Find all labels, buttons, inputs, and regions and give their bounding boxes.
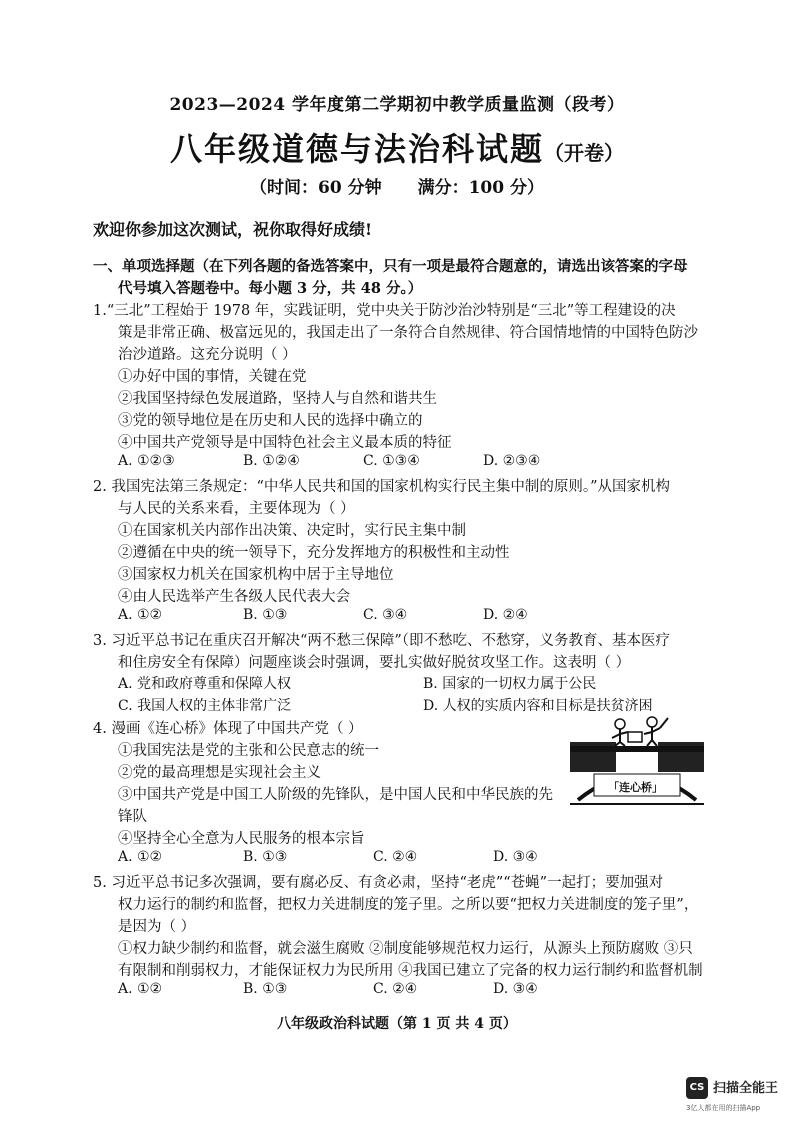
q1-statement: ①办好中国的事情，关键在党 bbox=[118, 369, 307, 385]
q3-option-b: B. 国家的一切权力属于公民 bbox=[423, 676, 597, 692]
q1-option-a: A. ①②③ bbox=[118, 453, 175, 469]
exam-time: （时间：60 分钟 bbox=[250, 178, 382, 198]
q2-statement: ①在国家机关内部作出决策、决定时，实行民主集中制 bbox=[118, 523, 466, 539]
q1-option-b: B. ①②④ bbox=[243, 453, 300, 469]
q2-statement: ②遵循在中央的统一领导下，充分发挥地方的积极性和主动性 bbox=[118, 545, 510, 561]
q2-option-c: C. ③④ bbox=[363, 607, 408, 623]
cartoon-caption: 「连心桥」 bbox=[608, 781, 663, 794]
q1-statement: ②我国坚持绿色发展道路，坚持人与自然和谐共生 bbox=[118, 391, 437, 407]
exam-subtitle: 2023—2024 学年度第二学期初中教学质量监测（段考） bbox=[169, 95, 625, 115]
exam-title-main: 八年级道德与法治科试题 bbox=[169, 130, 544, 168]
q5-option-a: A. ①② bbox=[118, 981, 163, 997]
q5-option-d: D. ③④ bbox=[493, 981, 538, 997]
q3-option-d: D. 人权的实质内容和目标是扶贫济困 bbox=[423, 698, 653, 714]
q2-statement: ④由人民选举产生各级人民代表大会 bbox=[118, 589, 350, 605]
exam-title bbox=[0, 124, 794, 170]
q5-stem: 5. 习近平总书记多次强调，要有腐必反、有贪必肃，坚持“老虎”“苍蝇”一起打；要加强对 bbox=[93, 875, 664, 891]
cartoon-bridge-image bbox=[568, 712, 706, 808]
q2-stem: 2. 我国宪法第三条规定：“中华人民共和国的国家机构实行民主集中制的原则。”从国家机构 bbox=[93, 479, 671, 495]
q1-stem: 策是非常正确、极富远见的，我国走出了一条符合自然规律、符合国情地情的中国特色防沙 bbox=[118, 325, 698, 341]
q1-statement: ④中国共产党领导是中国特色社会主义最本质的特征 bbox=[118, 435, 452, 451]
q1-stem: 1.“三北”工程始于 1978 年，实践证明，党中央关于防沙治沙特别是“三北”等工程建设的决 bbox=[93, 303, 676, 319]
q1-option-c: C. ①③④ bbox=[363, 453, 420, 469]
q4-stem: 4. 漫画《连心桥》体现了中国共产党（ ） bbox=[93, 721, 363, 737]
exam-title-paren: （开卷） bbox=[544, 141, 624, 165]
q4-statement: 锋队 bbox=[118, 809, 147, 825]
q4-option-a: A. ①② bbox=[118, 849, 163, 865]
camscanner-logo-icon: CS bbox=[686, 1077, 708, 1099]
q1-stem: 治沙道路。这充分说明（ ） bbox=[118, 347, 297, 363]
q1-option-d: D. ②③④ bbox=[483, 453, 541, 469]
q3-option-c: C. 我国人权的主体非常广泛 bbox=[118, 698, 292, 714]
q2-statement: ③国家权力机关在国家机构中居于主导地位 bbox=[118, 567, 394, 583]
q4-statement: ④坚持全心全意为人民服务的根本宗旨 bbox=[118, 831, 365, 847]
q4-option-c: C. ②④ bbox=[373, 849, 418, 865]
q4-statement: ③中国共产党是中国工人阶级的先锋队，是中国人民和中华民族的先 bbox=[118, 787, 553, 803]
q3-option-a: A. 党和政府尊重和保障人权 bbox=[118, 676, 292, 692]
section-heading-cont: 代号填入答题卷中。每小题 3 分，共 48 分。） bbox=[118, 280, 423, 297]
q2-stem: 与人民的关系来看，主要体现为（ ） bbox=[118, 501, 355, 517]
section-heading: 一、单项选择题（在下列各题的备选答案中，只有一项是最符合题意的，请选出该答案的字母 bbox=[93, 258, 688, 275]
q4-option-d: D. ③④ bbox=[493, 849, 538, 865]
q5-option-c: C. ②④ bbox=[373, 981, 418, 997]
q5-stem: 是因为（ ） bbox=[118, 919, 196, 935]
q4-statement: ①我国宪法是党的主张和公民意志的统一 bbox=[118, 743, 379, 759]
welcome-text: 欢迎你参加这次测试，祝你取得好成绩! bbox=[93, 220, 373, 239]
q2-option-d: D. ②④ bbox=[483, 607, 528, 623]
q5-statement: ①权力缺少制约和监督，就会滋生腐败 ②制度能够规范权力运行，从源头上预防腐败 ③只 bbox=[118, 941, 693, 957]
exam-score: 满分：100 分） bbox=[417, 178, 544, 198]
q3-stem: 和住房安全有保障）问题座谈会时强调，要扎实做好脱贫攻坚工作。这表明（ ） bbox=[118, 655, 631, 671]
q4-statement: ②党的最高理想是实现社会主义 bbox=[118, 765, 321, 781]
q1-statement: ③党的领导地位是在历史和人民的选择中确立的 bbox=[118, 413, 423, 429]
q2-option-b: B. ①③ bbox=[243, 607, 288, 623]
q5-stem: 权力运行的制约和监督，把权力关进制度的笼子里。之所以要“把权力关进制度的笼子里”， bbox=[118, 897, 699, 913]
exam-time-score bbox=[0, 173, 794, 198]
camscanner-tagline: 3亿人都在用的扫描App bbox=[686, 1104, 761, 1112]
q4-option-b: B. ①③ bbox=[243, 849, 288, 865]
camscanner-name: 扫描全能王 bbox=[713, 1081, 779, 1096]
q5-statement: 有限制和削弱权力，才能保证权力为民所用 ④我国已建立了完备的权力运行制约和监督机制 bbox=[118, 963, 703, 979]
q2-option-a: A. ①② bbox=[118, 607, 163, 623]
q5-option-b: B. ①③ bbox=[243, 981, 288, 997]
page-footer: 八年级政治科试题（第 1 页 共 4 页） bbox=[277, 1016, 517, 1032]
q3-stem: 3. 习近平总书记在重庆召开解决“两不愁三保障”（即不愁吃、不愁穿，义务教育、基本医疗 bbox=[93, 633, 671, 649]
